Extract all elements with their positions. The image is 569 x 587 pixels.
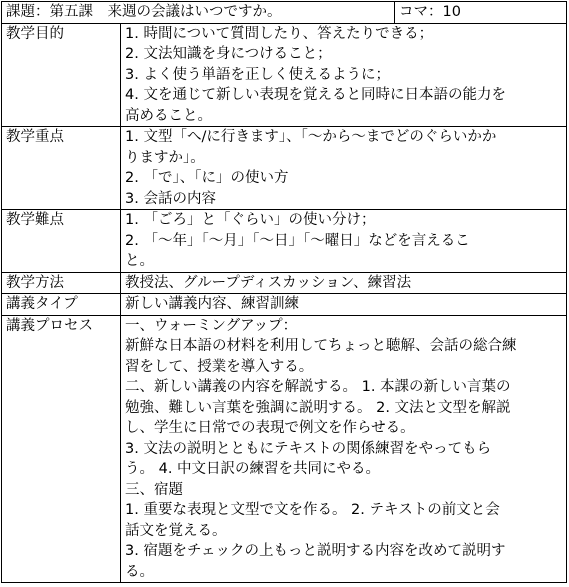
row-content-difficulties — [121, 210, 567, 273]
content-line: う。 4. 中文日訳の練習を共同にやる。 — [125, 461, 381, 477]
row-content-lecture-process — [121, 315, 567, 583]
content-line: 1. 「ごろ」と「ぐらい」の使い分け； — [125, 212, 376, 228]
content-line: と。 — [125, 253, 154, 269]
content-line: 3. 宿題をチェックの上もっと説明する内容を改めて説明す — [125, 543, 506, 559]
content-line: る。 — [125, 563, 154, 580]
row-label-difficulties: 教学難点 — [2, 210, 121, 273]
row-label-key-points: 教学重点 — [2, 127, 121, 210]
row-label-methods: 教学方法 — [2, 272, 121, 294]
content-line: 勉強、難しい言葉を強調に説明する。 2. 文法と文型を解説 — [125, 399, 511, 416]
row-difficulties — [2, 210, 567, 273]
header-row — [2, 2, 567, 24]
row-methods — [2, 272, 567, 294]
content-line: 1. 文型「へ/に行きます」、「～から～までどのぐらいかか — [125, 129, 497, 145]
content-line: 2. 文法知識を身につけること； — [125, 46, 332, 62]
content-line: 教授法、グループディスカッション、練習法 — [125, 274, 412, 291]
content-line: 2. 「で」、「に」の使い方 — [125, 170, 289, 186]
content-line: りますか」。 — [125, 149, 205, 166]
content-line: 高めること。 — [125, 107, 212, 124]
content-line: し、学生に日常での表現で例文を作らせる。 — [125, 420, 415, 436]
row-content-objectives — [121, 23, 567, 127]
row-label-lecture-type: 講義タイプ — [2, 294, 121, 316]
row-lecture-process — [2, 315, 567, 583]
content-line: 4. 文を通じて新しい表現を覚えると同時に日本語の能力を — [125, 87, 506, 103]
row-key-points — [2, 127, 567, 210]
lesson-title: 課題：第五課 来週の会議はいつですか。 — [2, 2, 395, 24]
row-content-key-points — [121, 127, 567, 210]
row-content-lecture-type — [121, 294, 567, 316]
row-lecture-type — [2, 294, 567, 316]
content-line: 3. 会話の内容 — [125, 190, 216, 207]
content-line: 話文を覚える。 — [125, 522, 227, 539]
content-line: 3. 文法の説明とともにテキストの関係練習をやってもら — [125, 440, 492, 457]
content-line: 一、ウォーミングアップ： — [125, 317, 298, 334]
content-line: 二、新しい講義の内容を解説する。 1. 本課の新しい言葉の — [125, 379, 511, 395]
content-line: 1. 重要な表現と文型で文を作る。 2. テキストの前文と会 — [125, 502, 500, 518]
content-line: 3. よく使う単語を正しく使えるように； — [125, 66, 390, 83]
content-line: 2. 「～年」「～月」「～日」「～曜日」などを言えるこ — [125, 232, 470, 249]
row-content-methods — [121, 272, 567, 294]
content-line: 新鮮な日本語の材料を利用してちょっと聴解、会話の総合練 — [125, 338, 517, 354]
koma-number: コマ：10 — [395, 2, 567, 24]
content-line: 三、宿題 — [125, 481, 183, 498]
row-label-objectives: 教学目的 — [2, 23, 121, 127]
content-line: 1. 時間について質問したり、答えたりできる； — [125, 25, 434, 42]
row-objectives — [2, 23, 567, 127]
row-label-lecture-process: 講義プロセス — [2, 315, 121, 583]
content-line: 新しい講義内容、練習訓練 — [125, 296, 299, 312]
content-line: 習をして、授業を導入する。 — [125, 358, 314, 375]
lesson-plan-table — [1, 1, 567, 583]
